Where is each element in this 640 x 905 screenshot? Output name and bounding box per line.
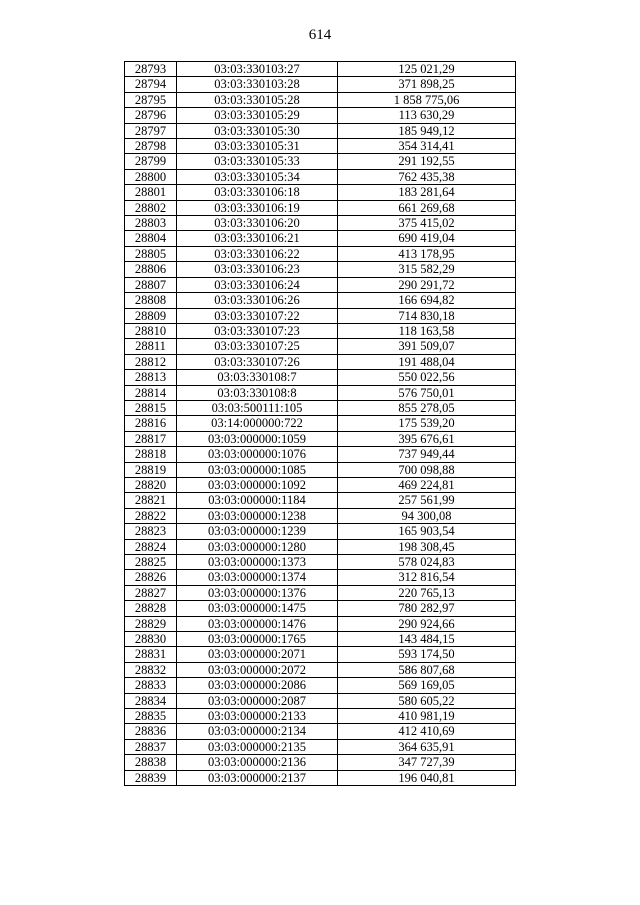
- cadastral-number-cell: 03:03:000000:2136: [177, 755, 338, 770]
- cadastral-value-cell: 412 410,69: [338, 724, 516, 739]
- cadastral-value-cell: 166 694,82: [338, 293, 516, 308]
- table-row: [125, 739, 516, 754]
- cadastral-number-cell: 03:03:330106:18: [177, 185, 338, 200]
- cadastral-value-cell: 347 727,39: [338, 755, 516, 770]
- cadastral-value-cell: 198 308,45: [338, 539, 516, 554]
- row-number-cell: 28823: [125, 524, 177, 539]
- cadastral-number-cell: 03:03:330106:22: [177, 246, 338, 261]
- row-number-cell: 28812: [125, 354, 177, 369]
- cadastral-number-cell: 03:03:330106:23: [177, 262, 338, 277]
- table-row: [125, 277, 516, 292]
- row-number-cell: 28798: [125, 139, 177, 154]
- row-number-cell: 28820: [125, 477, 177, 492]
- cadastral-value-cell: 410 981,19: [338, 709, 516, 724]
- table-row: [125, 231, 516, 246]
- cadastral-number-cell: 03:03:330108:8: [177, 385, 338, 400]
- table-row: [125, 323, 516, 338]
- row-number-cell: 28819: [125, 462, 177, 477]
- cadastral-number-cell: 03:03:330106:19: [177, 200, 338, 215]
- cadastral-value-cell: 312 816,54: [338, 570, 516, 585]
- cadastral-value-cell: 291 192,55: [338, 154, 516, 169]
- table-body: [125, 62, 516, 786]
- cadastral-value-cell: 569 169,05: [338, 678, 516, 693]
- cadastral-number-cell: 03:03:330106:24: [177, 277, 338, 292]
- row-number-cell: 28808: [125, 293, 177, 308]
- table-row: [125, 385, 516, 400]
- cadastral-number-cell: 03:03:330106:20: [177, 216, 338, 231]
- cadastral-number-cell: 03:03:330108:7: [177, 370, 338, 385]
- table-row: [125, 354, 516, 369]
- row-number-cell: 28809: [125, 308, 177, 323]
- cadastral-value-cell: 391 509,07: [338, 339, 516, 354]
- cadastral-number-cell: 03:03:000000:1085: [177, 462, 338, 477]
- table-row: [125, 185, 516, 200]
- cadastral-value-cell: 762 435,38: [338, 169, 516, 184]
- cadastral-value-table: [124, 61, 516, 786]
- cadastral-value-cell: 183 281,64: [338, 185, 516, 200]
- row-number-cell: 28822: [125, 508, 177, 523]
- cadastral-number-cell: 03:03:000000:1238: [177, 508, 338, 523]
- cadastral-number-cell: 03:03:330107:26: [177, 354, 338, 369]
- cadastral-value-cell: 578 024,83: [338, 555, 516, 570]
- cadastral-number-cell: 03:03:000000:1476: [177, 616, 338, 631]
- cadastral-number-cell: 03:03:330106:26: [177, 293, 338, 308]
- cadastral-number-cell: 03:03:000000:2137: [177, 770, 338, 785]
- cadastral-number-cell: 03:03:330105:30: [177, 123, 338, 138]
- row-number-cell: 28838: [125, 755, 177, 770]
- row-number-cell: 28833: [125, 678, 177, 693]
- cadastral-number-cell: 03:03:000000:1374: [177, 570, 338, 585]
- table-row: [125, 524, 516, 539]
- table-row: [125, 400, 516, 415]
- cadastral-value-cell: 175 539,20: [338, 416, 516, 431]
- cadastral-value-cell: 165 903,54: [338, 524, 516, 539]
- table-row: [125, 462, 516, 477]
- row-number-cell: 28806: [125, 262, 177, 277]
- cadastral-number-cell: 03:03:000000:2087: [177, 693, 338, 708]
- table-row: [125, 447, 516, 462]
- table-row: [125, 678, 516, 693]
- row-number-cell: 28801: [125, 185, 177, 200]
- cadastral-number-cell: 03:03:000000:1373: [177, 555, 338, 570]
- row-number-cell: 28794: [125, 77, 177, 92]
- cadastral-number-cell: 03:03:330105:28: [177, 92, 338, 107]
- table-row: [125, 169, 516, 184]
- row-number-cell: 28804: [125, 231, 177, 246]
- row-number-cell: 28795: [125, 92, 177, 107]
- row-number-cell: 28837: [125, 739, 177, 754]
- cadastral-number-cell: 03:03:330105:29: [177, 108, 338, 123]
- table-row: [125, 724, 516, 739]
- cadastral-value-cell: 375 415,02: [338, 216, 516, 231]
- cadastral-value-cell: 737 949,44: [338, 447, 516, 462]
- row-number-cell: 28799: [125, 154, 177, 169]
- table-row: [125, 200, 516, 215]
- row-number-cell: 28800: [125, 169, 177, 184]
- cadastral-value-cell: 700 098,88: [338, 462, 516, 477]
- cadastral-value-cell: 395 676,61: [338, 431, 516, 446]
- cadastral-value-cell: 855 278,05: [338, 400, 516, 415]
- table-row: [125, 431, 516, 446]
- cadastral-value-cell: 257 561,99: [338, 493, 516, 508]
- row-number-cell: 28834: [125, 693, 177, 708]
- cadastral-number-cell: 03:03:000000:2134: [177, 724, 338, 739]
- cadastral-value-cell: 580 605,22: [338, 693, 516, 708]
- cadastral-value-cell: 714 830,18: [338, 308, 516, 323]
- table-row: [125, 370, 516, 385]
- cadastral-value-cell: 586 807,68: [338, 662, 516, 677]
- row-number-cell: 28802: [125, 200, 177, 215]
- table-row: [125, 632, 516, 647]
- cadastral-value-cell: 191 488,04: [338, 354, 516, 369]
- row-number-cell: 28810: [125, 323, 177, 338]
- cadastral-value-cell: 661 269,68: [338, 200, 516, 215]
- table-row: [125, 539, 516, 554]
- cadastral-number-cell: 03:03:000000:2133: [177, 709, 338, 724]
- cadastral-value-cell: 469 224,81: [338, 477, 516, 492]
- cadastral-value-cell: 118 163,58: [338, 323, 516, 338]
- cadastral-value-cell: 371 898,25: [338, 77, 516, 92]
- table-row: [125, 601, 516, 616]
- row-number-cell: 28807: [125, 277, 177, 292]
- cadastral-number-cell: 03:03:000000:1376: [177, 585, 338, 600]
- cadastral-number-cell: 03:03:330107:23: [177, 323, 338, 338]
- row-number-cell: 28821: [125, 493, 177, 508]
- table-row: [125, 662, 516, 677]
- cadastral-number-cell: 03:03:500111:105: [177, 400, 338, 415]
- table-row: [125, 616, 516, 631]
- table-row: [125, 585, 516, 600]
- row-number-cell: 28829: [125, 616, 177, 631]
- cadastral-number-cell: 03:03:000000:2072: [177, 662, 338, 677]
- row-number-cell: 28803: [125, 216, 177, 231]
- table-row: [125, 123, 516, 138]
- cadastral-number-cell: 03:03:000000:2086: [177, 678, 338, 693]
- cadastral-value-cell: 290 924,66: [338, 616, 516, 631]
- table-row: [125, 77, 516, 92]
- row-number-cell: 28835: [125, 709, 177, 724]
- cadastral-value-cell: 690 419,04: [338, 231, 516, 246]
- row-number-cell: 28828: [125, 601, 177, 616]
- table-row: [125, 416, 516, 431]
- row-number-cell: 28826: [125, 570, 177, 585]
- row-number-cell: 28817: [125, 431, 177, 446]
- table-row: [125, 108, 516, 123]
- row-number-cell: 28813: [125, 370, 177, 385]
- row-number-cell: 28816: [125, 416, 177, 431]
- cadastral-value-cell: 220 765,13: [338, 585, 516, 600]
- cadastral-value-cell: 364 635,91: [338, 739, 516, 754]
- cadastral-value-cell: 780 282,97: [338, 601, 516, 616]
- cadastral-value-cell: 185 949,12: [338, 123, 516, 138]
- row-number-cell: 28811: [125, 339, 177, 354]
- cadastral-value-cell: 113 630,29: [338, 108, 516, 123]
- cadastral-value-cell: 125 021,29: [338, 62, 516, 77]
- cadastral-number-cell: 03:03:000000:1280: [177, 539, 338, 554]
- cadastral-number-cell: 03:03:000000:2071: [177, 647, 338, 662]
- row-number-cell: 28827: [125, 585, 177, 600]
- cadastral-number-cell: 03:03:000000:1475: [177, 601, 338, 616]
- table-row: [125, 770, 516, 785]
- table-row: [125, 154, 516, 169]
- cadastral-number-cell: 03:03:330103:28: [177, 77, 338, 92]
- table-row: [125, 92, 516, 107]
- cadastral-number-cell: 03:03:330107:22: [177, 308, 338, 323]
- table-row: [125, 755, 516, 770]
- cadastral-value-cell: 354 314,41: [338, 139, 516, 154]
- row-number-cell: 28839: [125, 770, 177, 785]
- table-row: [125, 62, 516, 77]
- cadastral-value-cell: 576 750,01: [338, 385, 516, 400]
- table-row: [125, 139, 516, 154]
- table-row: [125, 555, 516, 570]
- cadastral-number-cell: 03:03:000000:1076: [177, 447, 338, 462]
- cadastral-number-cell: 03:14:000000:722: [177, 416, 338, 431]
- row-number-cell: 28796: [125, 108, 177, 123]
- row-number-cell: 28805: [125, 246, 177, 261]
- table-row: [125, 508, 516, 523]
- row-number-cell: 28831: [125, 647, 177, 662]
- cadastral-number-cell: 03:03:330107:25: [177, 339, 338, 354]
- table-row: [125, 647, 516, 662]
- table-row: [125, 339, 516, 354]
- cadastral-number-cell: 03:03:330105:31: [177, 139, 338, 154]
- table-row: [125, 493, 516, 508]
- row-number-cell: 28832: [125, 662, 177, 677]
- cadastral-number-cell: 03:03:330106:21: [177, 231, 338, 246]
- cadastral-number-cell: 03:03:000000:1059: [177, 431, 338, 446]
- cadastral-value-cell: 413 178,95: [338, 246, 516, 261]
- table-row: [125, 477, 516, 492]
- table-row: [125, 246, 516, 261]
- cadastral-value-cell: 550 022,56: [338, 370, 516, 385]
- table-row: [125, 709, 516, 724]
- cadastral-value-cell: 315 582,29: [338, 262, 516, 277]
- cadastral-number-cell: 03:03:000000:1092: [177, 477, 338, 492]
- cadastral-number-cell: 03:03:000000:1765: [177, 632, 338, 647]
- cadastral-value-cell: 593 174,50: [338, 647, 516, 662]
- cadastral-value-cell: 94 300,08: [338, 508, 516, 523]
- cadastral-number-cell: 03:03:000000:1239: [177, 524, 338, 539]
- cadastral-number-cell: 03:03:330105:34: [177, 169, 338, 184]
- row-number-cell: 28830: [125, 632, 177, 647]
- row-number-cell: 28824: [125, 539, 177, 554]
- table-row: [125, 216, 516, 231]
- row-number-cell: 28815: [125, 400, 177, 415]
- cadastral-value-cell: 290 291,72: [338, 277, 516, 292]
- cadastral-number-cell: 03:03:000000:1184: [177, 493, 338, 508]
- table-row: [125, 570, 516, 585]
- cadastral-value-cell: 196 040,81: [338, 770, 516, 785]
- table-row: [125, 262, 516, 277]
- cadastral-number-cell: 03:03:330105:33: [177, 154, 338, 169]
- cadastral-number-cell: 03:03:000000:2135: [177, 739, 338, 754]
- table-row: [125, 308, 516, 323]
- cadastral-value-cell: 143 484,15: [338, 632, 516, 647]
- row-number-cell: 28836: [125, 724, 177, 739]
- table-row: [125, 293, 516, 308]
- row-number-cell: 28818: [125, 447, 177, 462]
- cadastral-number-cell: 03:03:330103:27: [177, 62, 338, 77]
- row-number-cell: 28814: [125, 385, 177, 400]
- row-number-cell: 28797: [125, 123, 177, 138]
- row-number-cell: 28793: [125, 62, 177, 77]
- table-row: [125, 693, 516, 708]
- cadastral-value-cell: 1 858 775,06: [338, 92, 516, 107]
- row-number-cell: 28825: [125, 555, 177, 570]
- page-number: 614: [308, 27, 332, 43]
